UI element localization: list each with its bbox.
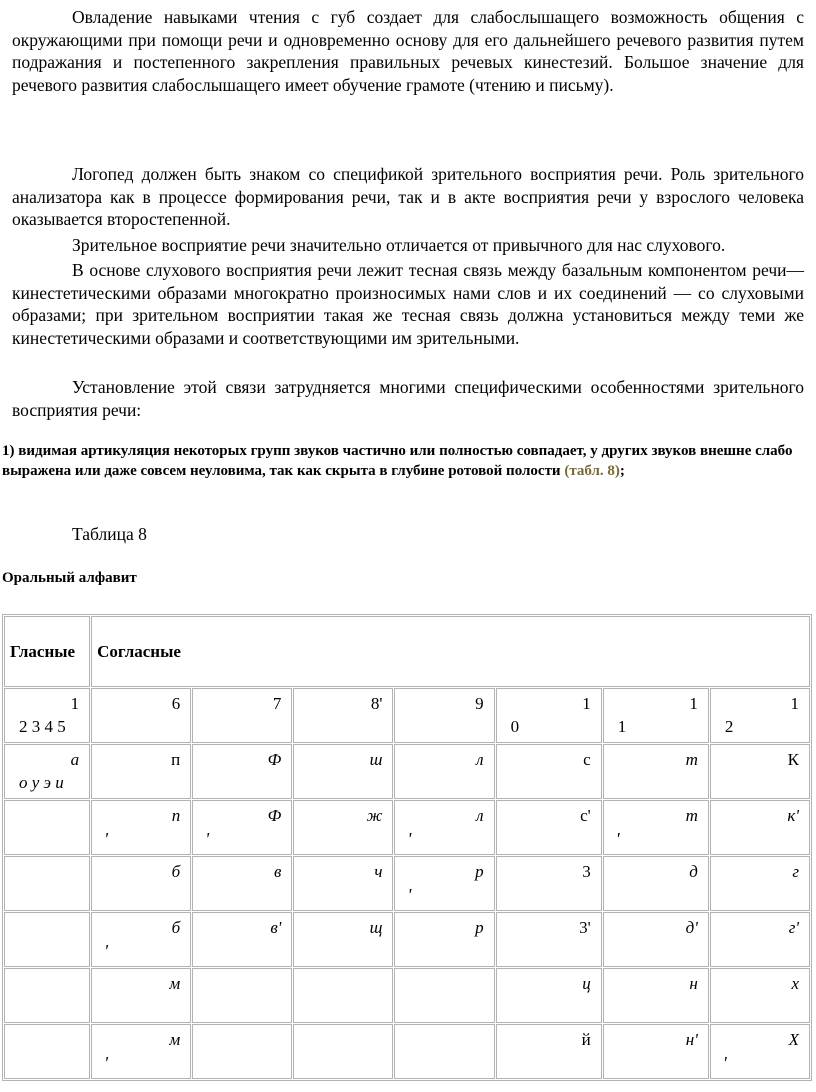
paragraph-logoped: Логопед должен быть знаком со спецификой зрительного восприятия речи. Роль зрительного анализатора как в процессе формирования речи, так и в акте восприятия речи у взрослого человека оказывается второстепенной. (12, 164, 804, 229)
table-cell (91, 744, 191, 799)
cell-value: л (476, 806, 484, 825)
cell-value: с' (580, 806, 591, 825)
table-cell (192, 968, 292, 1023)
cell-value: д (689, 862, 698, 881)
table-cell (394, 856, 494, 911)
table-row (4, 912, 810, 967)
table-cell (293, 912, 393, 967)
table-cell (293, 744, 393, 799)
list-item-tail: ; (619, 463, 625, 479)
table-cell (603, 912, 709, 967)
cell-value: х (791, 974, 799, 993)
table-cell (394, 688, 494, 743)
table-cell (91, 968, 191, 1023)
table-cell (603, 856, 709, 911)
cell-subvalue: о у э и (19, 773, 64, 792)
cell-value: 3' (579, 918, 591, 937)
cell-value: д' (685, 918, 698, 937)
table-cell (603, 968, 709, 1023)
table-cell (603, 688, 709, 743)
table-cell (710, 912, 810, 967)
cell-value: 3 (582, 862, 591, 881)
table-cell (91, 856, 191, 911)
table-cell (91, 912, 191, 967)
cell-value: 1 (70, 694, 80, 713)
cell-value: т (685, 750, 698, 769)
table-cell (192, 744, 292, 799)
cell-value: й (581, 1030, 591, 1049)
table-cell (603, 744, 709, 799)
table-cell (496, 744, 602, 799)
table-cell (710, 800, 810, 855)
table-cell (192, 1024, 292, 1079)
table-cell (192, 856, 292, 911)
cell-value: ж (366, 806, 383, 825)
cell-value: ч (374, 862, 383, 881)
table-cell (293, 800, 393, 855)
list-item-1 (2, 441, 814, 481)
cell-apostrophe: ' (407, 885, 412, 905)
header-consonants: Согласные (91, 616, 810, 687)
cell-apostrophe: ' (104, 1053, 108, 1073)
table-cell (394, 1024, 494, 1079)
table-cell (4, 744, 90, 799)
cell-apostrophe: ' (615, 829, 620, 849)
table-cell (603, 800, 709, 855)
cell-value: Ф (267, 750, 282, 769)
cell-value: п (171, 750, 181, 769)
table-cell (293, 1024, 393, 1079)
table-cell (394, 800, 494, 855)
table-cell (293, 688, 393, 743)
table-row (4, 1024, 810, 1079)
cell-value: 1 (689, 694, 698, 713)
oral-alphabet-table (2, 614, 812, 1081)
cell-value: 9 (475, 694, 484, 713)
cell-subvalue: 2 (724, 717, 734, 736)
cell-value: К (787, 750, 799, 769)
table-cell (4, 800, 90, 855)
table-reference-link[interactable]: (табл. 8) (564, 463, 620, 479)
table-row (4, 800, 810, 855)
table-row (4, 744, 810, 799)
table-cell (293, 968, 393, 1023)
table-cell (496, 800, 602, 855)
table-cell (293, 856, 393, 911)
cell-apostrophe: ' (407, 829, 412, 849)
table-cell (394, 968, 494, 1023)
table-cell (192, 912, 292, 967)
cell-value: с (583, 750, 591, 769)
table-cell (710, 688, 810, 743)
cell-value: щ (369, 918, 383, 937)
table-cell (4, 912, 90, 967)
cell-value: 7 (272, 694, 282, 713)
table-row (4, 968, 810, 1023)
cell-value: к' (787, 806, 799, 825)
paragraph-visual: Зрительное восприятие речи значительно отличается от привычного для нас слухового. (72, 235, 726, 255)
table-cell (4, 1024, 90, 1079)
table-cell (496, 912, 602, 967)
table-cell (91, 688, 191, 743)
cell-apostrophe: ' (722, 1053, 727, 1073)
header-vowels: Гласные (4, 616, 90, 687)
table-header-row (4, 616, 810, 687)
cell-value: Х (788, 1030, 799, 1049)
table-cell (91, 1024, 191, 1079)
table-cell (4, 856, 90, 911)
cell-value: н (689, 974, 698, 993)
cell-value: г (792, 862, 799, 881)
cell-value: л (476, 750, 484, 769)
cell-value: г' (788, 918, 799, 937)
cell-apostrophe: ' (104, 829, 108, 849)
paragraph-intro: Овладение навыками чтения с губ создает для слабослышащего возможность общения с окружающими при помощи речи и одновременно основу для его дальнейшего речевого развития путем подражания и постепенного закрепления правильных речевых кинестезий. Большое значение для речевого развития слабослышащего имеет обучение грамоте (чтению и письму). (12, 7, 804, 95)
cell-value: Ф (267, 806, 282, 825)
paragraph-basis: В основе слухового восприятия речи лежит тесная связь между базальным компонентом речи—кинестетическими образами многократно произносимых нами слов и их соединений — со слуховыми образами; при зрительном восприятии такая же тесная связь должна установиться между теми же кинестетическими образами и соответствующими им зрительными. (12, 260, 804, 348)
table-cell (192, 800, 292, 855)
table-cell (710, 856, 810, 911)
cell-value: в (273, 862, 282, 881)
cell-value: 1 (582, 694, 591, 713)
table-cell (4, 688, 90, 743)
cell-value: б (171, 918, 181, 937)
cell-subvalue: 2 3 4 5 (19, 717, 66, 736)
cell-value: 1 (790, 694, 799, 713)
cell-value: т (685, 806, 698, 825)
cell-value: р (475, 862, 484, 881)
table-caption: Таблица 8 (72, 524, 147, 544)
table-cell (496, 968, 602, 1023)
cell-apostrophe: ' (104, 941, 108, 961)
cell-apostrophe: ' (205, 829, 210, 849)
cell-value: б (171, 862, 181, 881)
table-cell (496, 688, 602, 743)
cell-value: 8' (370, 694, 383, 713)
table-cell (192, 688, 292, 743)
cell-value: а (70, 750, 80, 769)
table-cell (91, 800, 191, 855)
list-item-text: 1) видимая артикуляция некоторых групп звуков частично или полностью совпадает, у других звуков внешне слабо выражена или даже совсем неуловима, так как скрыта в глубине ротовой полости (2, 443, 793, 479)
cell-value: м (169, 1030, 181, 1049)
cell-value: в' (270, 918, 282, 937)
paragraph-difficulty: Установление этой связи затрудняется многими специфическими особенностями зрительного восприятия речи: (12, 377, 804, 420)
table-cell (496, 856, 602, 911)
table-number-row (4, 688, 810, 743)
table-cell (603, 1024, 709, 1079)
cell-value: 6 (171, 694, 181, 713)
table-cell (710, 968, 810, 1023)
table-cell (496, 1024, 602, 1079)
table-cell (710, 1024, 810, 1079)
table-row (4, 856, 810, 911)
cell-value: р (475, 918, 484, 937)
table-cell (394, 912, 494, 967)
table-title: Оральный алфавит (2, 570, 137, 586)
cell-subvalue: 0 (510, 717, 520, 736)
table-cell (4, 968, 90, 1023)
cell-value: п (171, 806, 181, 825)
cell-value: м (169, 974, 181, 993)
cell-subvalue: 1 (617, 717, 627, 736)
cell-value: ш (369, 750, 383, 769)
table-cell (394, 744, 494, 799)
cell-value: ц (582, 974, 591, 993)
cell-value: н' (685, 1030, 698, 1049)
table-cell (710, 744, 810, 799)
